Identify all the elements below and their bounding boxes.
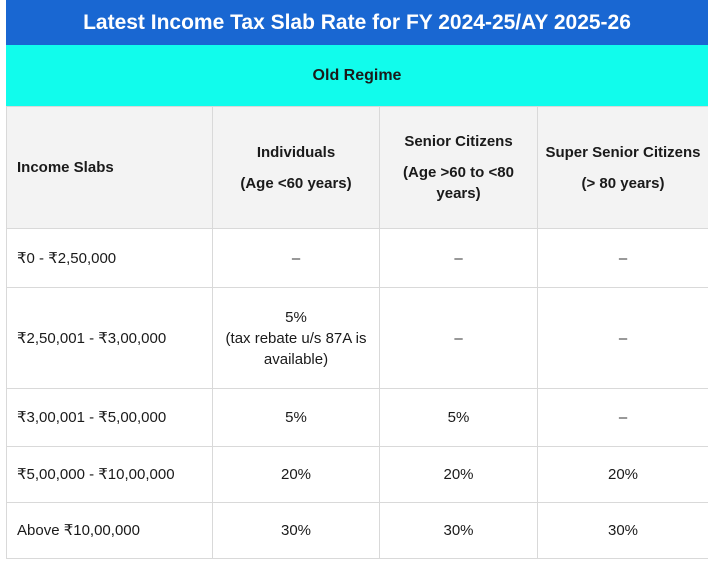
rate-senior: –: [380, 288, 538, 389]
rate-individuals: 20%: [213, 447, 380, 503]
rate-senior: 30%: [380, 503, 538, 559]
rate-individuals: 5%: [213, 389, 380, 447]
table-row: [7, 447, 708, 503]
rate-senior: –: [380, 229, 538, 288]
slab-cell: ₹0 - ₹2,50,000: [7, 229, 213, 288]
header-income-slabs: Income Slabs: [7, 107, 213, 229]
tax-slab-table: [6, 106, 708, 559]
header-super-sub: (> 80 years): [581, 174, 665, 192]
rate-super-senior: –: [538, 288, 708, 389]
header-super-title: Super Senior Citizens: [545, 143, 701, 161]
header-individuals-title: Individuals: [256, 143, 336, 161]
rate-super-senior: 20%: [538, 447, 708, 503]
rate-senior: 5%: [380, 389, 538, 447]
page-title: Latest Income Tax Slab Rate for FY 2024-25/AY 2025-26: [6, 0, 708, 45]
rate-super-senior: 30%: [538, 503, 708, 559]
header-senior-sub: (Age >60 to <80 years): [403, 164, 514, 202]
rate-value: 5%: [285, 308, 307, 326]
rate-individuals: 30%: [213, 503, 380, 559]
table-row: [7, 229, 708, 288]
table-row: [7, 389, 708, 447]
header-individuals: [213, 107, 380, 229]
slab-cell: ₹2,50,001 - ₹3,00,000: [7, 288, 213, 389]
header-individuals-sub: (Age <60 years): [240, 174, 352, 192]
rate-super-senior: –: [538, 229, 708, 288]
rate-senior: 20%: [380, 447, 538, 503]
slab-cell: Above ₹10,00,000: [7, 503, 213, 559]
rate-note: (tax rebate u/s 87A is available): [225, 329, 367, 368]
table-header-row: [7, 107, 708, 229]
slab-cell: ₹3,00,001 - ₹5,00,000: [7, 389, 213, 447]
header-senior-citizens: [380, 107, 538, 229]
header-senior-title: Senior Citizens: [404, 133, 513, 150]
rate-individuals: [213, 288, 380, 389]
header-super-senior: [538, 107, 708, 229]
table-row: [7, 288, 708, 389]
rate-super-senior: –: [538, 389, 708, 447]
regime-header: Old Regime: [6, 45, 708, 107]
rate-individuals: –: [213, 229, 380, 288]
slab-cell: ₹5,00,000 - ₹10,00,000: [7, 447, 213, 503]
table-row: [7, 503, 708, 559]
